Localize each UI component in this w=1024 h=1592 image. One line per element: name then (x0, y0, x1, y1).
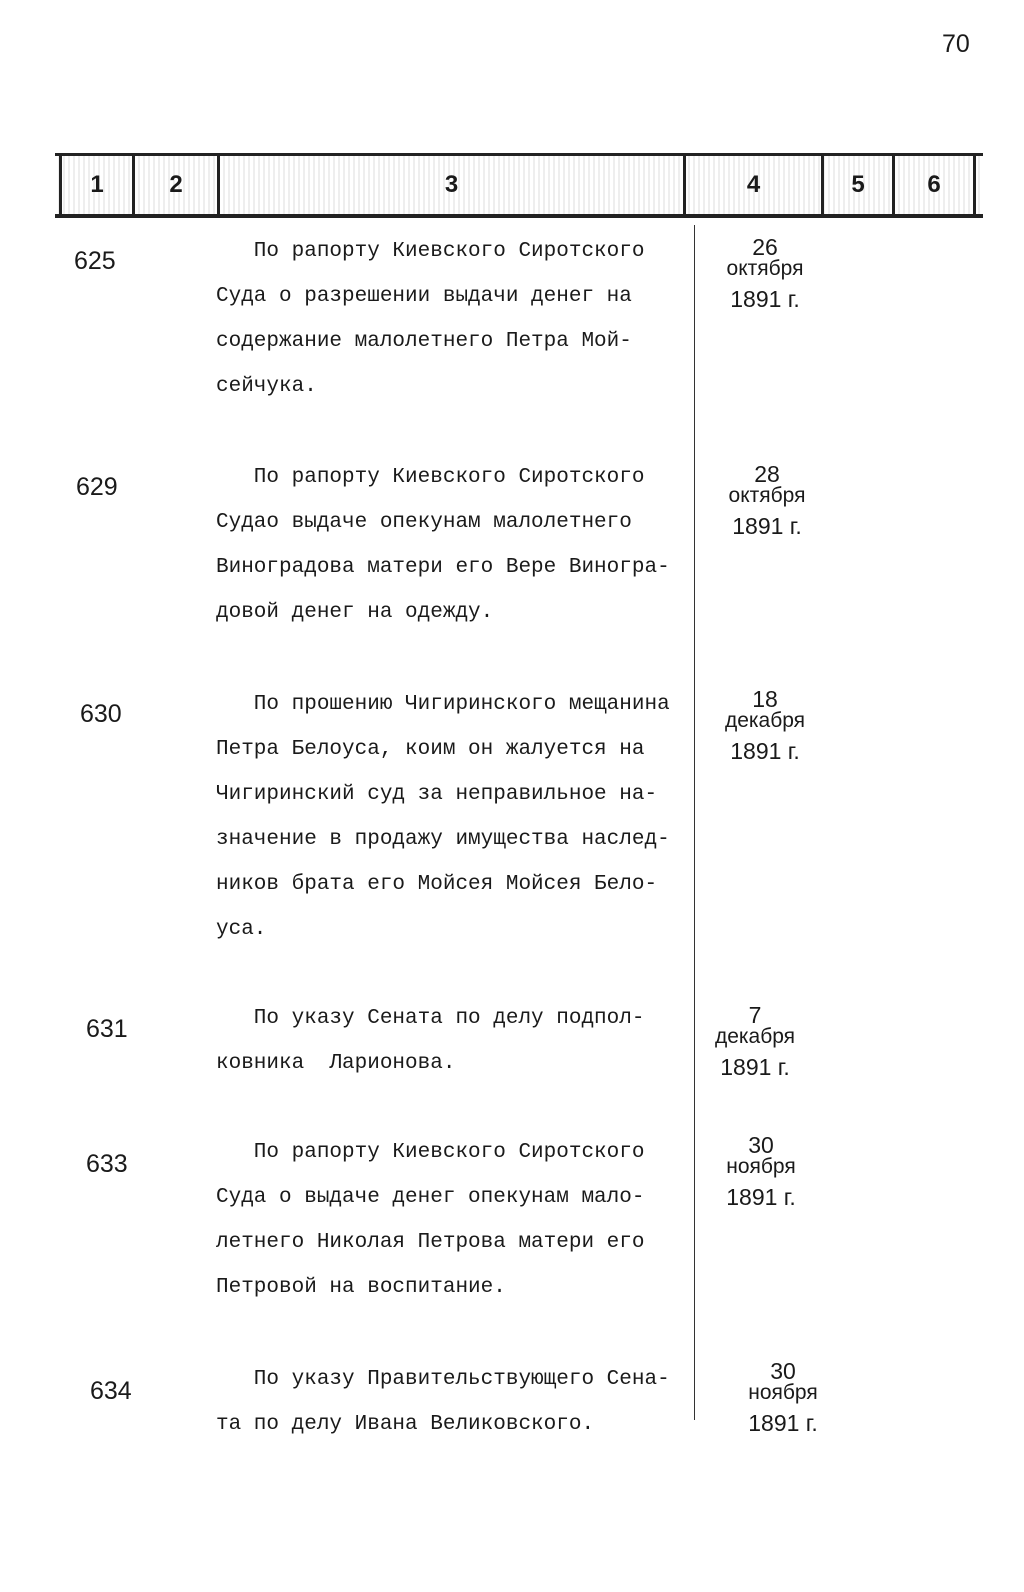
column-header-3: 3 (217, 156, 683, 214)
entry-line: та по делу Ивана Великовского. (216, 1413, 595, 1436)
page-number: 70 (942, 30, 970, 58)
entry-text (216, 455, 706, 635)
entry-line: По указу Правительствующего Сена- (216, 1368, 670, 1391)
entry-day: 7 (748, 1002, 762, 1028)
entry-text (216, 1130, 706, 1310)
entry-number: 625 (74, 247, 116, 275)
entry-day: 30 (748, 1132, 774, 1158)
entry-number: 631 (86, 1015, 128, 1043)
entry-line: содержание малолетнего Петра Мой- (216, 330, 632, 353)
entry-line: По рапорту Киевского Сиротского (216, 240, 645, 263)
entry-line: ковника Ларионова. (216, 1052, 456, 1075)
entry-number: 629 (76, 473, 118, 501)
entry-line: Суда о выдаче денег опекунам мало- (216, 1186, 645, 1209)
entry-line: Чигиринский суд за неправильное на- (216, 783, 658, 806)
entry-line: Суда о разрешении выдачи денег на (216, 285, 632, 308)
entry-line: Петра Белоуса, коим он жалуется на (216, 738, 645, 761)
entry-day: 30 (770, 1358, 796, 1384)
entry-line: По рапорту Киевского Сиротского (216, 1141, 645, 1164)
entry-year: 1891 г. (748, 1410, 818, 1436)
entry-month: декабря (714, 1025, 796, 1048)
entry-line: довой денег на одежду. (216, 601, 494, 624)
entry-date (700, 688, 830, 762)
entry-date (696, 1134, 826, 1208)
entry-line: ников брата его Мойсея Мойсея Бело- (216, 873, 658, 896)
entry-month: октября (728, 484, 806, 507)
entry-line: По указу Сената по делу подпол- (216, 1007, 645, 1030)
entry-year: 1891 г. (720, 1054, 790, 1080)
entry-line: Судао выдаче опекунам малолетнего (216, 511, 632, 534)
entry-text (216, 1357, 706, 1447)
entry-line: Петровой на воспитание. (216, 1276, 506, 1299)
entry-month: ноября (748, 1381, 818, 1404)
column-header-4: 4 (683, 156, 821, 214)
entry-number: 634 (90, 1377, 132, 1405)
entry-date (690, 1004, 820, 1078)
entry-text (216, 682, 706, 952)
entry-text (216, 229, 706, 409)
entry-day: 26 (752, 234, 778, 260)
entry-day: 18 (752, 686, 778, 712)
entry-year: 1891 г. (732, 513, 802, 539)
entry-month: ноября (726, 1155, 796, 1178)
entry-number: 633 (86, 1150, 128, 1178)
column-header-5: 5 (821, 156, 892, 214)
column-header-6: 6 (892, 156, 976, 214)
column-header-1: 1 (59, 156, 132, 214)
entry-line: сейчука. (216, 375, 317, 398)
entry-date (718, 1360, 848, 1434)
column-header-2: 2 (132, 156, 217, 214)
entry-month: декабря (724, 709, 806, 732)
entry-year: 1891 г. (730, 286, 800, 312)
entry-line: По прошению Чигиринского мещанина (216, 693, 670, 716)
entry-day: 28 (754, 461, 780, 487)
entry-number: 630 (80, 700, 122, 728)
entry-line: Виноградова матери его Вере Виногра- (216, 556, 670, 579)
entry-text (216, 996, 706, 1086)
entry-date (702, 463, 832, 537)
entry-month: октября (726, 257, 804, 280)
entry-year: 1891 г. (730, 738, 800, 764)
entry-line: По рапорту Киевского Сиротского (216, 466, 645, 489)
entry-date (700, 236, 830, 310)
column-header-band (55, 153, 983, 218)
entry-year: 1891 г. (726, 1184, 796, 1210)
entry-line: значение в продажу имущества наслед- (216, 828, 670, 851)
entry-line: уса. (216, 918, 267, 941)
entry-line: летнего Николая Петрова матери его (216, 1231, 645, 1254)
